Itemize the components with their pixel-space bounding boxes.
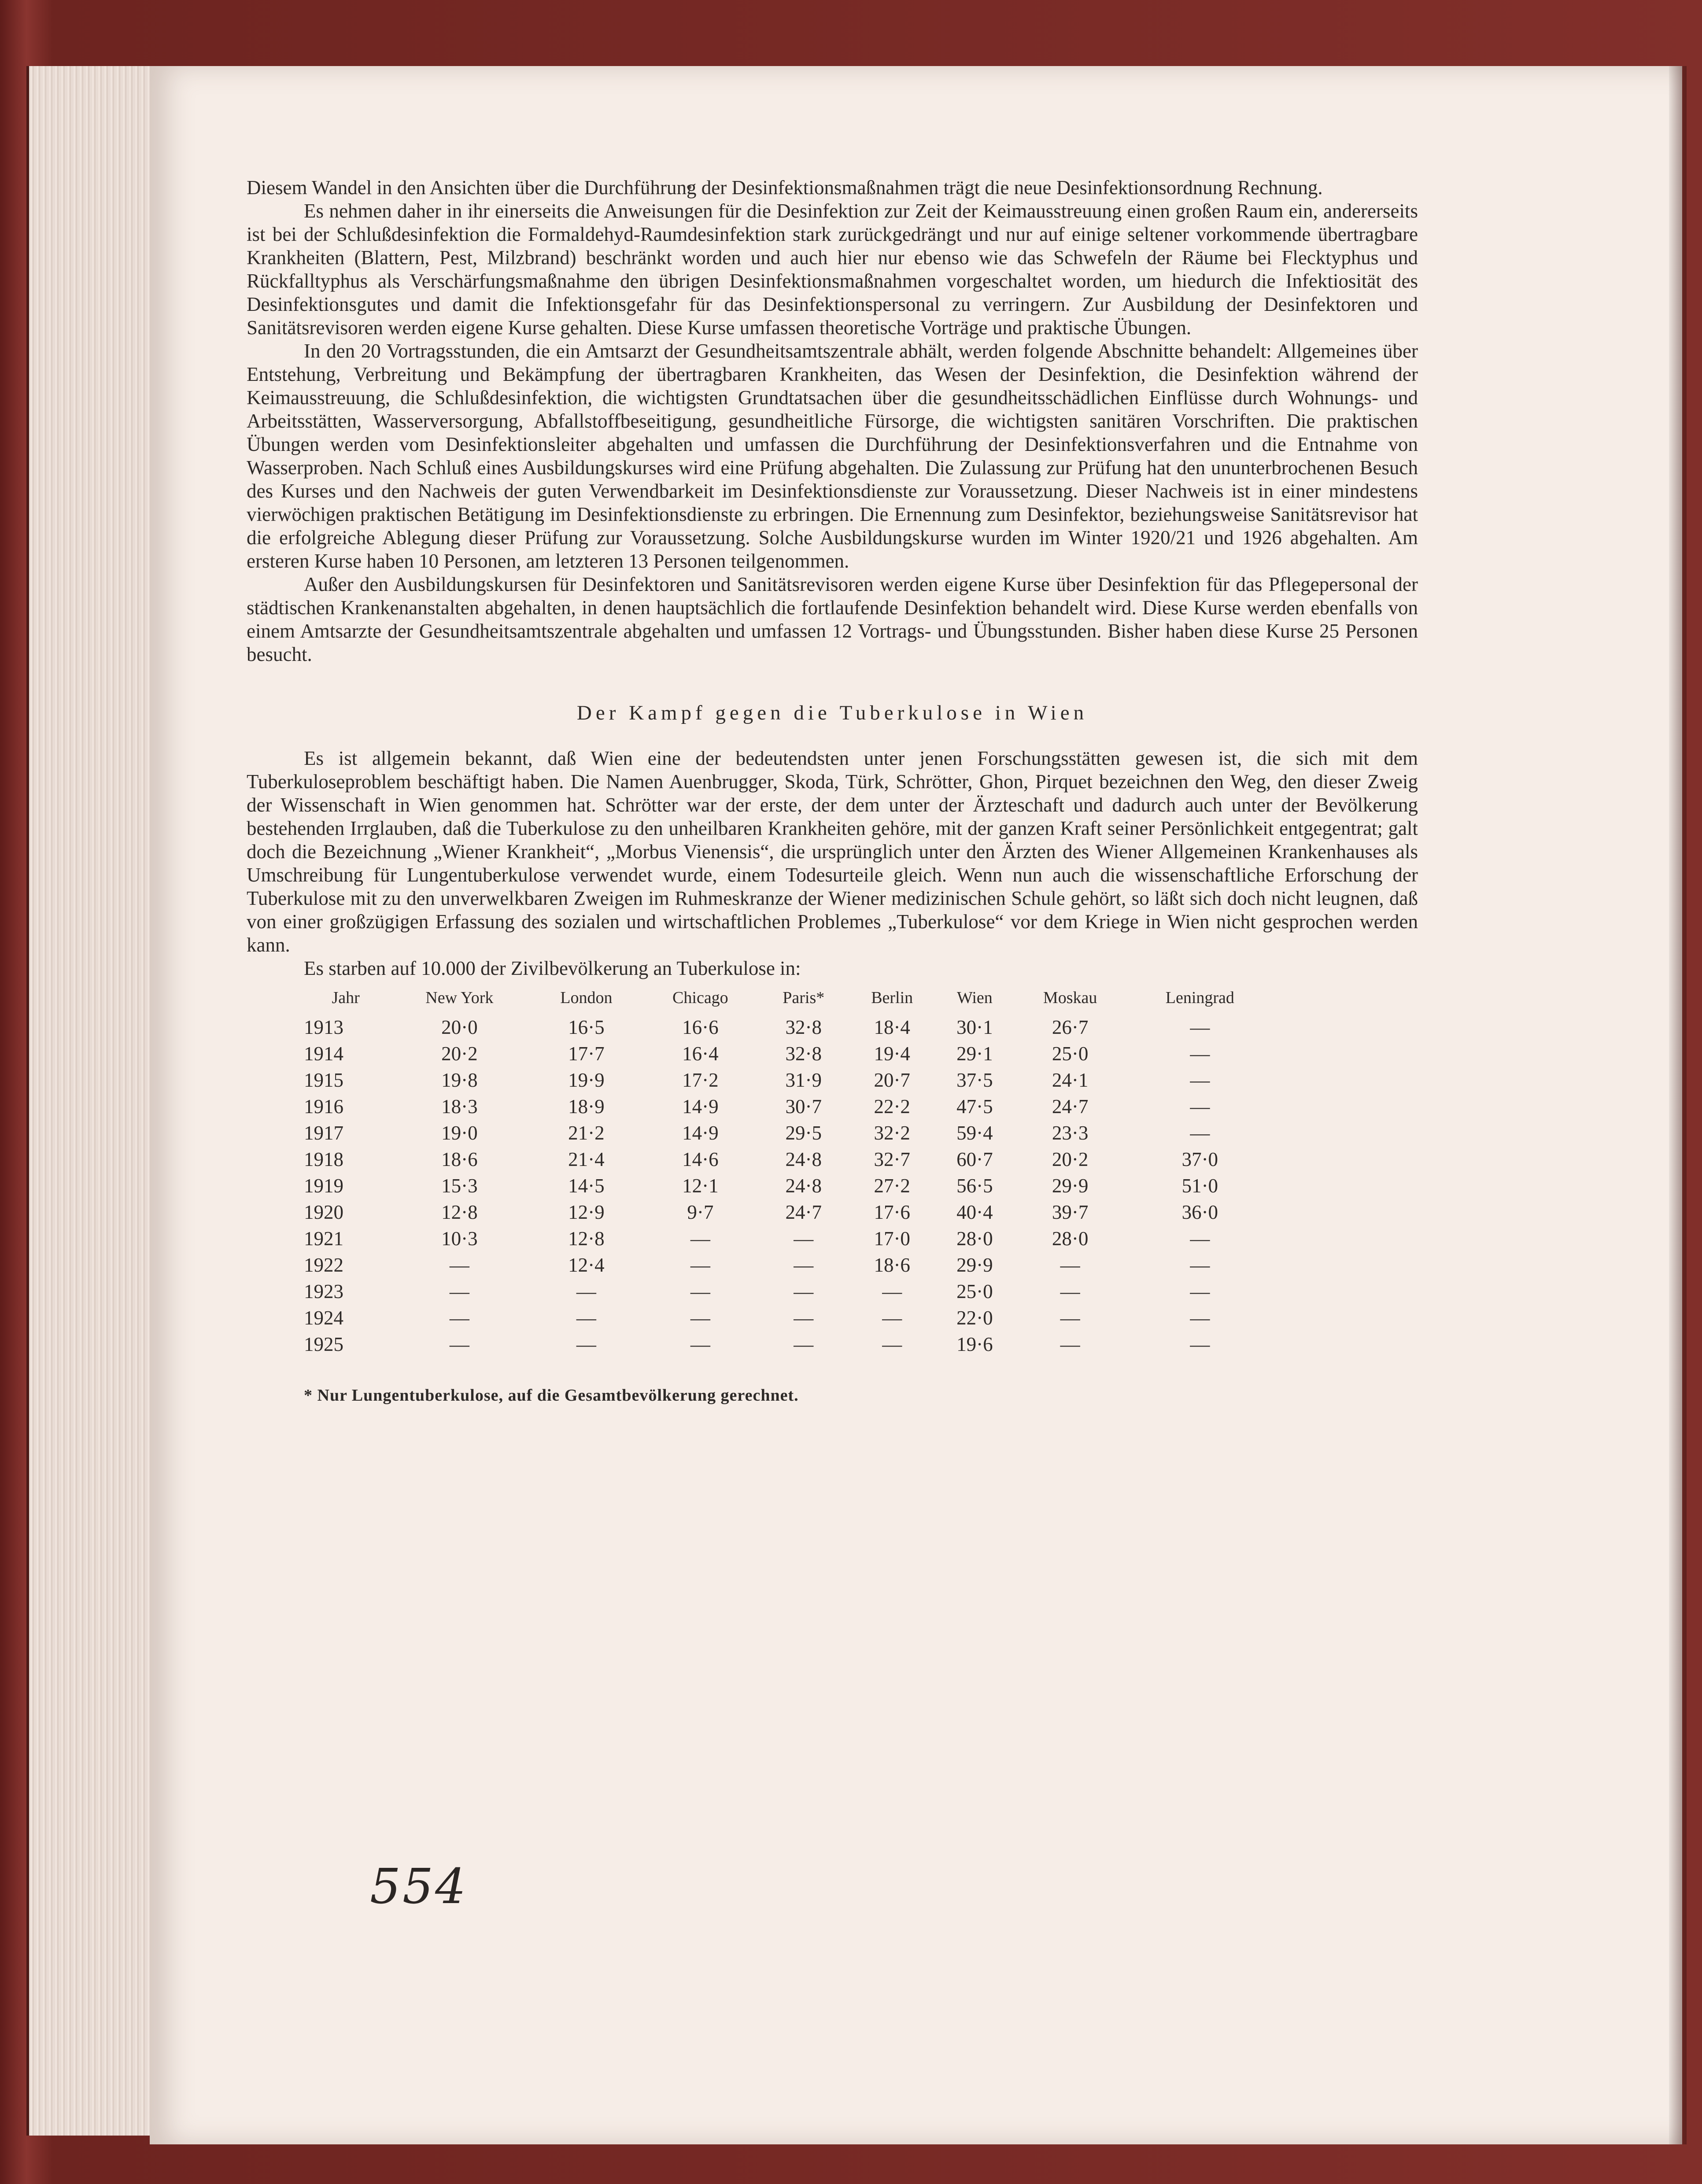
table-cell: 27·2 — [874, 1175, 910, 1197]
table-cell: 24·8 — [785, 1175, 822, 1197]
table-cell: — — [794, 1254, 814, 1276]
table-intro: Es starben auf 10.000 der Zivilbevölkerung an Tuberkulose in: — [304, 957, 801, 979]
table-cell: 9·7 — [687, 1201, 714, 1223]
table-cell: 12·8 — [441, 1201, 478, 1223]
table-row — [304, 1014, 1273, 1040]
table-cell: 37·5 — [956, 1069, 993, 1091]
paragraph-2: Es nehmen daher in ihr einerseits die Anweisungen für die Desinfektion zur Zeit der Keimausstreuung einen großen Raum ein, andererseits ist bei der Schlußdesinfektion die Formaldehyd-Raumdesinfektion stark zurückgedrängt und nur auf einige seltener vorkommende übertragbare Krankheiten (Blattern, Pest, Milzbrand) beschränkt worden und auch hier nur ebenso wie das Schwefeln der Räume bei Flecktyphus und Rückfalltyphus als Verschärfungsmaßnahme den übrigen Desinfektionsmaßnahmen vorgeschaltet worden, um hiedurch die Infektiosität des Desinfektionsgutes und damit die Infektionsgefahr für das Desinfektionspersonal zu verringern. Zur Ausbildung der Desinfektoren und Sanitätsrevisoren werden eigene Kurse gehalten. Diese Kurse umfassen theoretische Vorträge und praktische Übungen. — [247, 200, 1418, 339]
table-cell: — — [1060, 1254, 1080, 1276]
table-cell: 12·4 — [568, 1254, 605, 1276]
table-cell: — — [449, 1333, 469, 1355]
table-cell: 19·9 — [568, 1069, 605, 1091]
table-cell: 12·9 — [568, 1201, 605, 1223]
table-cell: — — [1060, 1333, 1080, 1355]
table-cell: — — [1190, 1122, 1210, 1144]
table-cell: 47·5 — [956, 1096, 993, 1118]
table-cell: 16·4 — [682, 1043, 719, 1065]
table-cell: 19·8 — [441, 1069, 478, 1091]
table-cell: 29·5 — [785, 1122, 822, 1144]
table-cell: 30·1 — [956, 1016, 993, 1038]
table-cell: — — [794, 1307, 814, 1329]
table-cell: 18·6 — [874, 1254, 910, 1276]
table-cell: 56·5 — [956, 1175, 993, 1197]
table-cell: 19·6 — [956, 1333, 993, 1355]
table-year-cell: 1914 — [304, 1043, 343, 1065]
table-cell: 51·0 — [1181, 1175, 1218, 1197]
table-year-cell: 1917 — [304, 1122, 343, 1144]
table-body — [304, 1014, 1273, 1358]
table-row — [304, 1278, 1273, 1305]
table-cell: 32·7 — [874, 1148, 910, 1170]
table-row — [304, 1173, 1273, 1199]
table-cell: 36·0 — [1181, 1201, 1218, 1223]
table-header-cell: Moskau — [1043, 989, 1097, 1007]
table-cell: 30·7 — [785, 1096, 822, 1118]
table-cell: 18·6 — [441, 1148, 478, 1170]
table-cell: — — [449, 1280, 469, 1302]
table-cell: 16·6 — [682, 1016, 719, 1038]
table-cell: 25·0 — [1052, 1043, 1089, 1065]
table-cell: 24·1 — [1052, 1069, 1089, 1091]
paragraph-4: Außer den Ausbildungskursen für Desinfektoren und Sanitätsrevisoren werden eigene Kurse über Desinfektion für das Pflegepersonal der städtischen Krankenanstalten abgehalten, in denen hauptsächlich die fortlaufende Desinfektion behandelt wird. Diese Kurse werden ebenfalls von einem Amtsarzte der Gesundheitsamtszentrale abgehalten und umfassen 12 Vortrags- und Übungsstunden. Bisher haben diese Kurse 25 Personen besucht. — [247, 573, 1418, 665]
section-heading: Der Kampf gegen die Tuberkulose in Wien — [576, 701, 1088, 724]
table-cell: 19·4 — [874, 1043, 910, 1065]
table-cell: 28·0 — [1052, 1228, 1089, 1250]
table-cell: — — [794, 1280, 814, 1302]
table-cell: — — [1190, 1016, 1210, 1038]
table-cell: 29·1 — [956, 1043, 993, 1065]
table-cell: 21·2 — [568, 1122, 605, 1144]
table-cell: 20·7 — [874, 1069, 910, 1091]
table-year-cell: 1925 — [304, 1333, 343, 1355]
table-cell: 10·3 — [441, 1228, 478, 1250]
table-cell: 26·7 — [1052, 1016, 1089, 1038]
paragraph-1: Diesem Wandel in den Ansichten über die Durchführung der Desinfektionsmaßnahmen trägt die neue Desinfektionsordnung Rechnung. — [247, 177, 1323, 199]
table-cell: 22·0 — [956, 1307, 993, 1329]
table-cell: 32·8 — [785, 1043, 822, 1065]
table-row — [304, 1067, 1273, 1093]
table-cell: — — [1190, 1280, 1210, 1302]
table-cell: 60·7 — [956, 1148, 993, 1170]
table-year-cell: 1919 — [304, 1175, 343, 1197]
table-cell: — — [1190, 1043, 1210, 1065]
table-row — [304, 1331, 1273, 1358]
table-cell: 12·1 — [682, 1175, 719, 1197]
paragraph-tuberculosis: Es ist allgemein bekannt, daß Wien eine der bedeutendsten unter jenen Forschungsstätten gewesen ist, die sich mit dem Tuberkuloseproblem beschäftigt haben. Die Namen Auenbrugger, Skoda, Türk, Schrötter, Ghon, Pirquet bezeichnen den Weg, den dieser Zweig der Wissenschaft in Wien genommen hat. Schrötter war der erste, der dem unter der Ärzteschaft und dadurch auch unter der Bevölkerung bestehenden Irrglauben, daß die Tuberkulose zu den unheilbaren Krankheiten gehöre, mit der ganzen Kraft seiner Persönlichkeit entgegentrat; galt doch die Bezeichnung „Wiener Krankheit“, „Morbus Vienensis“, die ursprünglich unter den Ärzten des Wiener Allgemeinen Krankenhauses als Umschreibung für Lungentuberkulose verwendet wurde, einem Todesurteile gleich. Wenn nun auch die wissenschaftliche Erforschung der Tuberkulose mit zu den unverwelkbaren Zweigen im Ruhmeskranze der Wiener medizinischen Schule gehört, so läßt sich doch nicht leugnen, daß von einer großzügigen Erfassung des sozialen und wirtschaftlichen Problemes „Tuberkulose“ vor dem Kriege in Wien nicht gesprochen werden kann. — [247, 747, 1418, 956]
table-cell: — — [576, 1307, 596, 1329]
table-cell: — — [882, 1280, 902, 1302]
table-header-cell: Berlin — [871, 989, 913, 1007]
table-row — [304, 1225, 1273, 1252]
table-cell: — — [576, 1333, 596, 1355]
table-cell: 17·0 — [874, 1228, 910, 1250]
table-cell: — — [1190, 1069, 1210, 1091]
table-cell: 12·8 — [568, 1228, 605, 1250]
table-cell: 20·2 — [1052, 1148, 1089, 1170]
table-cell: 32·8 — [785, 1016, 822, 1038]
table-year-cell: 1921 — [304, 1228, 343, 1250]
table-cell: — — [794, 1333, 814, 1355]
table-cell: 24·7 — [1052, 1096, 1089, 1118]
paragraph-3: In den 20 Vortragsstunden, die ein Amtsarzt der Gesundheitsamtszentrale abhält, werden folgende Abschnitte behandelt: Allgemeines über Entstehung, Verbreitung und Bekämpfung der übertragbaren Krankheiten, das Wesen der Desinfektion, die Desinfektion während der Keimausstreuung, die Schlußdesinfektion, die wichtigsten Grundtatsachen über die gesundheitsschädlichen Einflüsse durch Wohnungs- und Arbeitsstätten, Wasserversorgung, Abfallstoffbeseitigung, gesundheitliche Fürsorge, die wichtigsten sanitären Vorschriften. Die praktischen Übungen werden vom Desinfektionsleiter abgehalten und umfassen die Durchführung der Desinfektionsverfahren und die Entnahme von Wasserproben. Nach Schluß eines Ausbildungskurses wird eine Prüfung abgehalten. Die Zulassung zur Prüfung hat den ununterbrochenen Besuch des Kurses und den Nachweis der guten Verwendbarkeit im Desinfektionsdienste zur Voraussetzung. Dieser Nachweis ist in einer mindestens vierwöchigen praktischen Betätigung im Desinfektionsdienste zu erbringen. Die Ernennung zum Desinfektor, beziehungsweise Sanitätsrevisor hat die erfolgreiche Ablegung dieser Prüfung zur Voraussetzung. Solche Ausbildungskurse wurden im Winter 1920/21 und 1926 abgehalten. Am ersteren Kurse haben 10 Personen, am letzteren 13 Personen teilgenommen. — [247, 340, 1418, 572]
table-cell: 14·6 — [682, 1148, 719, 1170]
table-cell: 19·0 — [441, 1122, 478, 1144]
table-cell: 18·9 — [568, 1096, 605, 1118]
tuberculosis-mortality-table — [304, 986, 1273, 1358]
table-cell: — — [690, 1254, 710, 1276]
table-cell: 39·7 — [1052, 1201, 1089, 1223]
table-year-cell: 1920 — [304, 1201, 343, 1223]
table-cell: 14·5 — [568, 1175, 605, 1197]
table-cell: — — [690, 1280, 710, 1302]
table-cell: 22·2 — [874, 1096, 910, 1118]
table-year-cell: 1915 — [304, 1069, 343, 1091]
table-header-cell: London — [560, 989, 613, 1007]
table-cell: 16·5 — [568, 1016, 605, 1038]
table-header-cell: Jahr — [332, 989, 360, 1007]
table-cell: — — [576, 1280, 596, 1302]
table-cell: 17·6 — [874, 1201, 910, 1223]
table-row — [304, 1120, 1273, 1146]
table-cell: 40·4 — [956, 1201, 993, 1223]
table-cell: 28·0 — [956, 1228, 993, 1250]
table-cell: — — [1190, 1228, 1210, 1250]
page-gutter-shadow — [1669, 66, 1687, 2144]
table-cell: 23·3 — [1052, 1122, 1089, 1144]
table-row — [304, 1199, 1273, 1225]
table-cell: 18·3 — [441, 1096, 478, 1118]
table-cell: — — [1060, 1307, 1080, 1329]
table-cell: — — [690, 1333, 710, 1355]
table-cell: 20·0 — [441, 1016, 478, 1038]
table-row — [304, 1305, 1273, 1331]
table-cell: — — [882, 1333, 902, 1355]
table-cell: 24·7 — [785, 1201, 822, 1223]
table-row — [304, 1093, 1273, 1120]
table-cell: — — [1190, 1307, 1210, 1329]
table-cell: 21·4 — [568, 1148, 605, 1170]
table-header-row — [304, 986, 1273, 1014]
table-header-cell: Paris* — [783, 989, 825, 1007]
table-cell: 17·7 — [568, 1043, 605, 1065]
table-cell: 20·2 — [441, 1043, 478, 1065]
footnote: * Nur Lungentuberkulose, auf die Gesamtbevölkerung gerechnet. — [304, 1386, 799, 1405]
table-cell: 14·9 — [682, 1096, 719, 1118]
table-cell: — — [882, 1307, 902, 1329]
table-row — [304, 1146, 1273, 1173]
table-header-cell: Leningrad — [1165, 989, 1234, 1007]
table-cell: 59·4 — [956, 1122, 993, 1144]
table-header-cell: New York — [425, 989, 494, 1007]
table-year-cell: 1913 — [304, 1016, 343, 1038]
table-row — [304, 1040, 1273, 1067]
table-cell: 17·2 — [682, 1069, 719, 1091]
table-cell: 14·9 — [682, 1122, 719, 1144]
table-cell: — — [1060, 1280, 1080, 1302]
table-cell: — — [690, 1228, 710, 1250]
table-year-cell: 1924 — [304, 1307, 343, 1329]
table-cell: — — [1190, 1096, 1210, 1118]
table-row — [304, 1252, 1273, 1278]
table-cell: 25·0 — [956, 1280, 993, 1302]
table-cell: 37·0 — [1181, 1148, 1218, 1170]
table-cell: — — [794, 1228, 814, 1250]
table-cell: 29·9 — [956, 1254, 993, 1276]
table-cell: 18·4 — [874, 1016, 910, 1038]
table-cell: — — [690, 1307, 710, 1329]
table-cell: 24·8 — [785, 1148, 822, 1170]
table-year-cell: 1923 — [304, 1280, 343, 1302]
table-cell: — — [449, 1254, 469, 1276]
page-number: 554 — [370, 1858, 468, 1915]
table-cell: 32·2 — [874, 1122, 910, 1144]
table-cell: 29·9 — [1052, 1175, 1089, 1197]
table-header-cell: Chicago — [672, 989, 728, 1007]
table-year-cell: 1918 — [304, 1148, 343, 1170]
table-cell: — — [1190, 1254, 1210, 1276]
table-cell: 15·3 — [441, 1175, 478, 1197]
table-cell: 31·9 — [785, 1069, 822, 1091]
table-year-cell: 1922 — [304, 1254, 343, 1276]
text-block — [247, 176, 1418, 1407]
table-cell: — — [449, 1307, 469, 1329]
table-year-cell: 1916 — [304, 1096, 343, 1118]
table-header-cell: Wien — [957, 989, 993, 1007]
table-cell: — — [1190, 1333, 1210, 1355]
